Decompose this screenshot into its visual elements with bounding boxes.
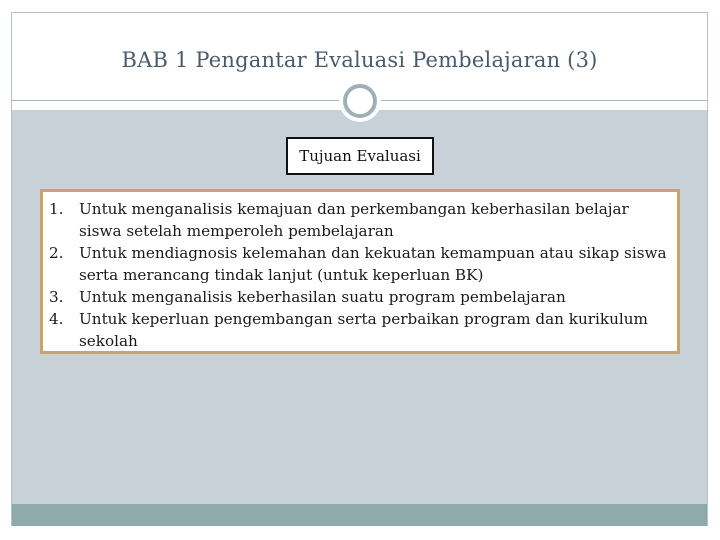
list-item-number: 1.: [49, 200, 64, 218]
list-item: [49, 308, 671, 352]
list-item: [49, 286, 671, 308]
list-item-text: Untuk menganalisis keberhasilan suatu program pembelajaran: [79, 288, 566, 306]
objectives-list-box: [40, 189, 680, 354]
list-item-number: 4.: [49, 310, 64, 328]
list-item-text: Untuk keperluan pengembangan serta perbaikan program dan kurikulum sekolah: [79, 310, 648, 350]
list-item-text: Untuk menganalisis kemajuan dan perkembangan keberhasilan belajar siswa setelah memperoleh pembelajaran: [79, 200, 629, 240]
bottom-bar: [12, 504, 707, 526]
heading-label: Tujuan Evaluasi: [299, 147, 421, 165]
heading-box: [286, 137, 434, 175]
list-item-number: 2.: [49, 244, 64, 262]
objectives-list: [49, 198, 671, 352]
ring-icon: [339, 80, 381, 122]
list-item: [49, 242, 671, 286]
list-item-text: Untuk mendiagnosis kelemahan dan kekuatan kemampuan atau sikap siswa serta merancang tindak lanjut (untuk keperluan BK): [79, 244, 667, 284]
list-item: [49, 198, 671, 242]
list-item-number: 3.: [49, 288, 64, 306]
slide-title: BAB 1 Pengantar Evaluasi Pembelajaran (3): [121, 48, 598, 72]
